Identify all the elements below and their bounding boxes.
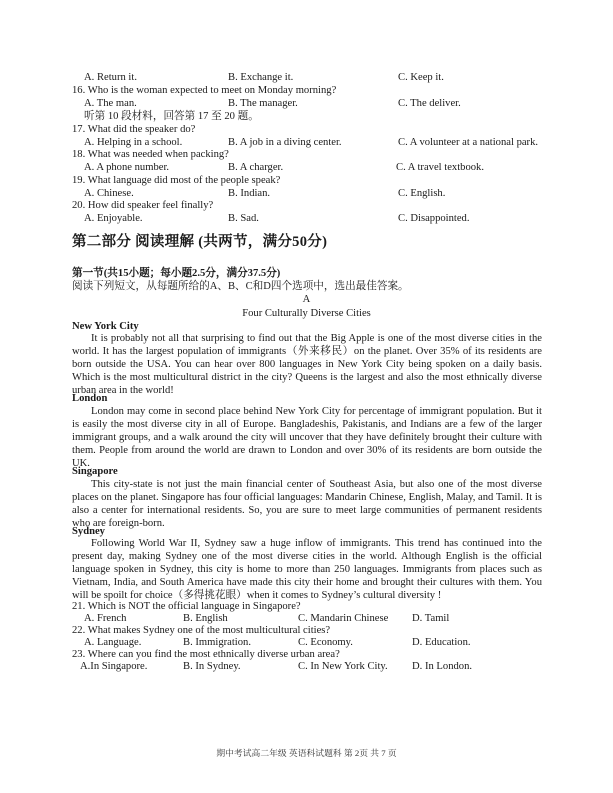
- q18-option-b: B. A charger.: [228, 162, 284, 173]
- q17-option-b: B. A job in a diving center.: [228, 137, 342, 148]
- passage-title: Four Culturally Diverse Cities: [242, 308, 371, 319]
- city-heading-new-york: New York City: [72, 321, 139, 332]
- q16-option-a: A. The man.: [84, 98, 137, 109]
- paragraph-new-york: [72, 332, 542, 397]
- question-19: 19. What language did most of the people speak?: [72, 175, 281, 186]
- paragraph-sydney: [72, 537, 542, 602]
- question-21: 21. Which is NOT the official language in Singapore?: [72, 601, 301, 612]
- q22-option-d: D. Education.: [412, 637, 471, 648]
- question-22: 22. What makes Sydney one of the most multicultural cities?: [72, 625, 331, 636]
- question-23: 23. Where can you find the most ethnically diverse urban area?: [72, 649, 340, 660]
- q23-option-b: B. In Sydney.: [183, 661, 241, 672]
- q19-option-b: B. Indian.: [228, 188, 271, 199]
- q16-option-b: B. The manager.: [228, 98, 298, 109]
- q22-option-b: B. Immigration.: [183, 637, 251, 648]
- q19-option-a: A. Chinese.: [84, 188, 134, 199]
- q20-option-a: A. Enjoyable.: [84, 213, 143, 224]
- paragraph-text: This city-state is not just the main financial center of Southeast Asia, but also one of the most diverse places on the planet. Singapore has four official languages: Mandarin Chinese, English, Malay, and Tamil. It is also a center for international residents. So, you are sure to meet large communities of permanent residents who are foreign-born.: [72, 479, 542, 529]
- section-title: 第一节(共15小题；每小题2.5分，满分37.5分): [72, 268, 281, 279]
- q21-option-c: C. Mandarin Chinese: [298, 613, 389, 624]
- q17-option-c: C. A volunteer at a national park.: [398, 137, 539, 148]
- q19-option-c: C. English.: [398, 188, 446, 199]
- q23-option-d: D. In London.: [412, 661, 473, 672]
- q16-option-c: C. The deliver.: [398, 98, 461, 109]
- q23-option-c: C. In New York City.: [298, 661, 388, 672]
- q21-option-b: B. English: [183, 613, 228, 624]
- passage-letter: A: [302, 294, 311, 305]
- q21-option-a: A. French: [84, 613, 127, 624]
- part-title: 第二部分 阅读理解 (共两节，满分50分): [72, 234, 328, 250]
- city-heading-singapore: Singapore: [72, 466, 118, 477]
- paragraph-text: It is probably not all that surprising to find out that the Big Apple is one of the most diverse cities in the world. It has the largest population of immigrants（外来移民）on the planet. Over 35% of its residents are born outside the USA. You can hear over 800 languages in New York City being spoken on a daily basis. Which is the most multicultural district in the city? Queens is the largest and also the most ethnically diverse urban area in the world!: [72, 333, 542, 396]
- q15-option-b: B. Exchange it.: [228, 72, 294, 83]
- paragraph-text: London may come in second place behind New York City for percentage of immigrant population. But it is easily the most diverse city in all of Europe. Bangladeshis, Pakistanis, and Indians are a few of the larger immigrant groups, and a walk around the city will uncover that they have definitely brought their culture with them. People from around the world are drawn to London and over 30% of its residents are born outside the UK.: [72, 406, 542, 469]
- paragraph-singapore: [72, 478, 542, 530]
- q20-option-c: C. Disappointed.: [398, 213, 470, 224]
- question-18: 18. What was needed when packing?: [72, 149, 229, 160]
- listening-instruction: 听第 10 段材料，回答第 17 至 20 题。: [84, 111, 259, 122]
- q18-option-c: C. A travel textbook.: [396, 162, 484, 173]
- q17-option-a: A. Helping in a school.: [84, 137, 183, 148]
- q23-option-a: A.In Singapore.: [80, 661, 148, 672]
- q21-option-d: D. Tamil: [412, 613, 450, 624]
- paragraph-text: Following World War II, Sydney saw a huge inflow of immigrants. This trend has continued into the present day, making Sydney one of the most diverse cities in the world. Although English is the official language spoken in Sydney, this city is home to more than 250 languages. Immigrants from places such as Vietnam, India, and South America have made this city their home and brought their cultures with them. You will be spoilt for choice（多得挑花眼）when it comes to Sydney’s cultural diversity !: [72, 538, 542, 601]
- page-footer: 期中考试高二年级 英语科试题科 第 2页 共 7 页: [216, 748, 397, 758]
- question-16: 16. Who is the woman expected to meet on Monday morning?: [72, 85, 337, 96]
- q15-option-c: C. Keep it.: [398, 72, 444, 83]
- city-heading-london: London: [72, 393, 108, 404]
- city-heading-sydney: Sydney: [72, 526, 105, 537]
- q22-option-a: A. Language.: [84, 637, 142, 648]
- q18-option-a: A. A phone number.: [84, 162, 170, 173]
- question-20: 20. How did speaker feel finally?: [72, 200, 214, 211]
- q20-option-b: B. Sad.: [228, 213, 259, 224]
- section-instruction: 阅读下列短文，从每题所给的A、B、C和D四个选项中，选出最佳答案。: [72, 281, 409, 292]
- q15-option-a: A. Return it.: [84, 72, 137, 83]
- paragraph-london: [72, 405, 542, 470]
- q22-option-c: C. Economy.: [298, 637, 353, 648]
- question-17: 17. What did the speaker do?: [72, 124, 196, 135]
